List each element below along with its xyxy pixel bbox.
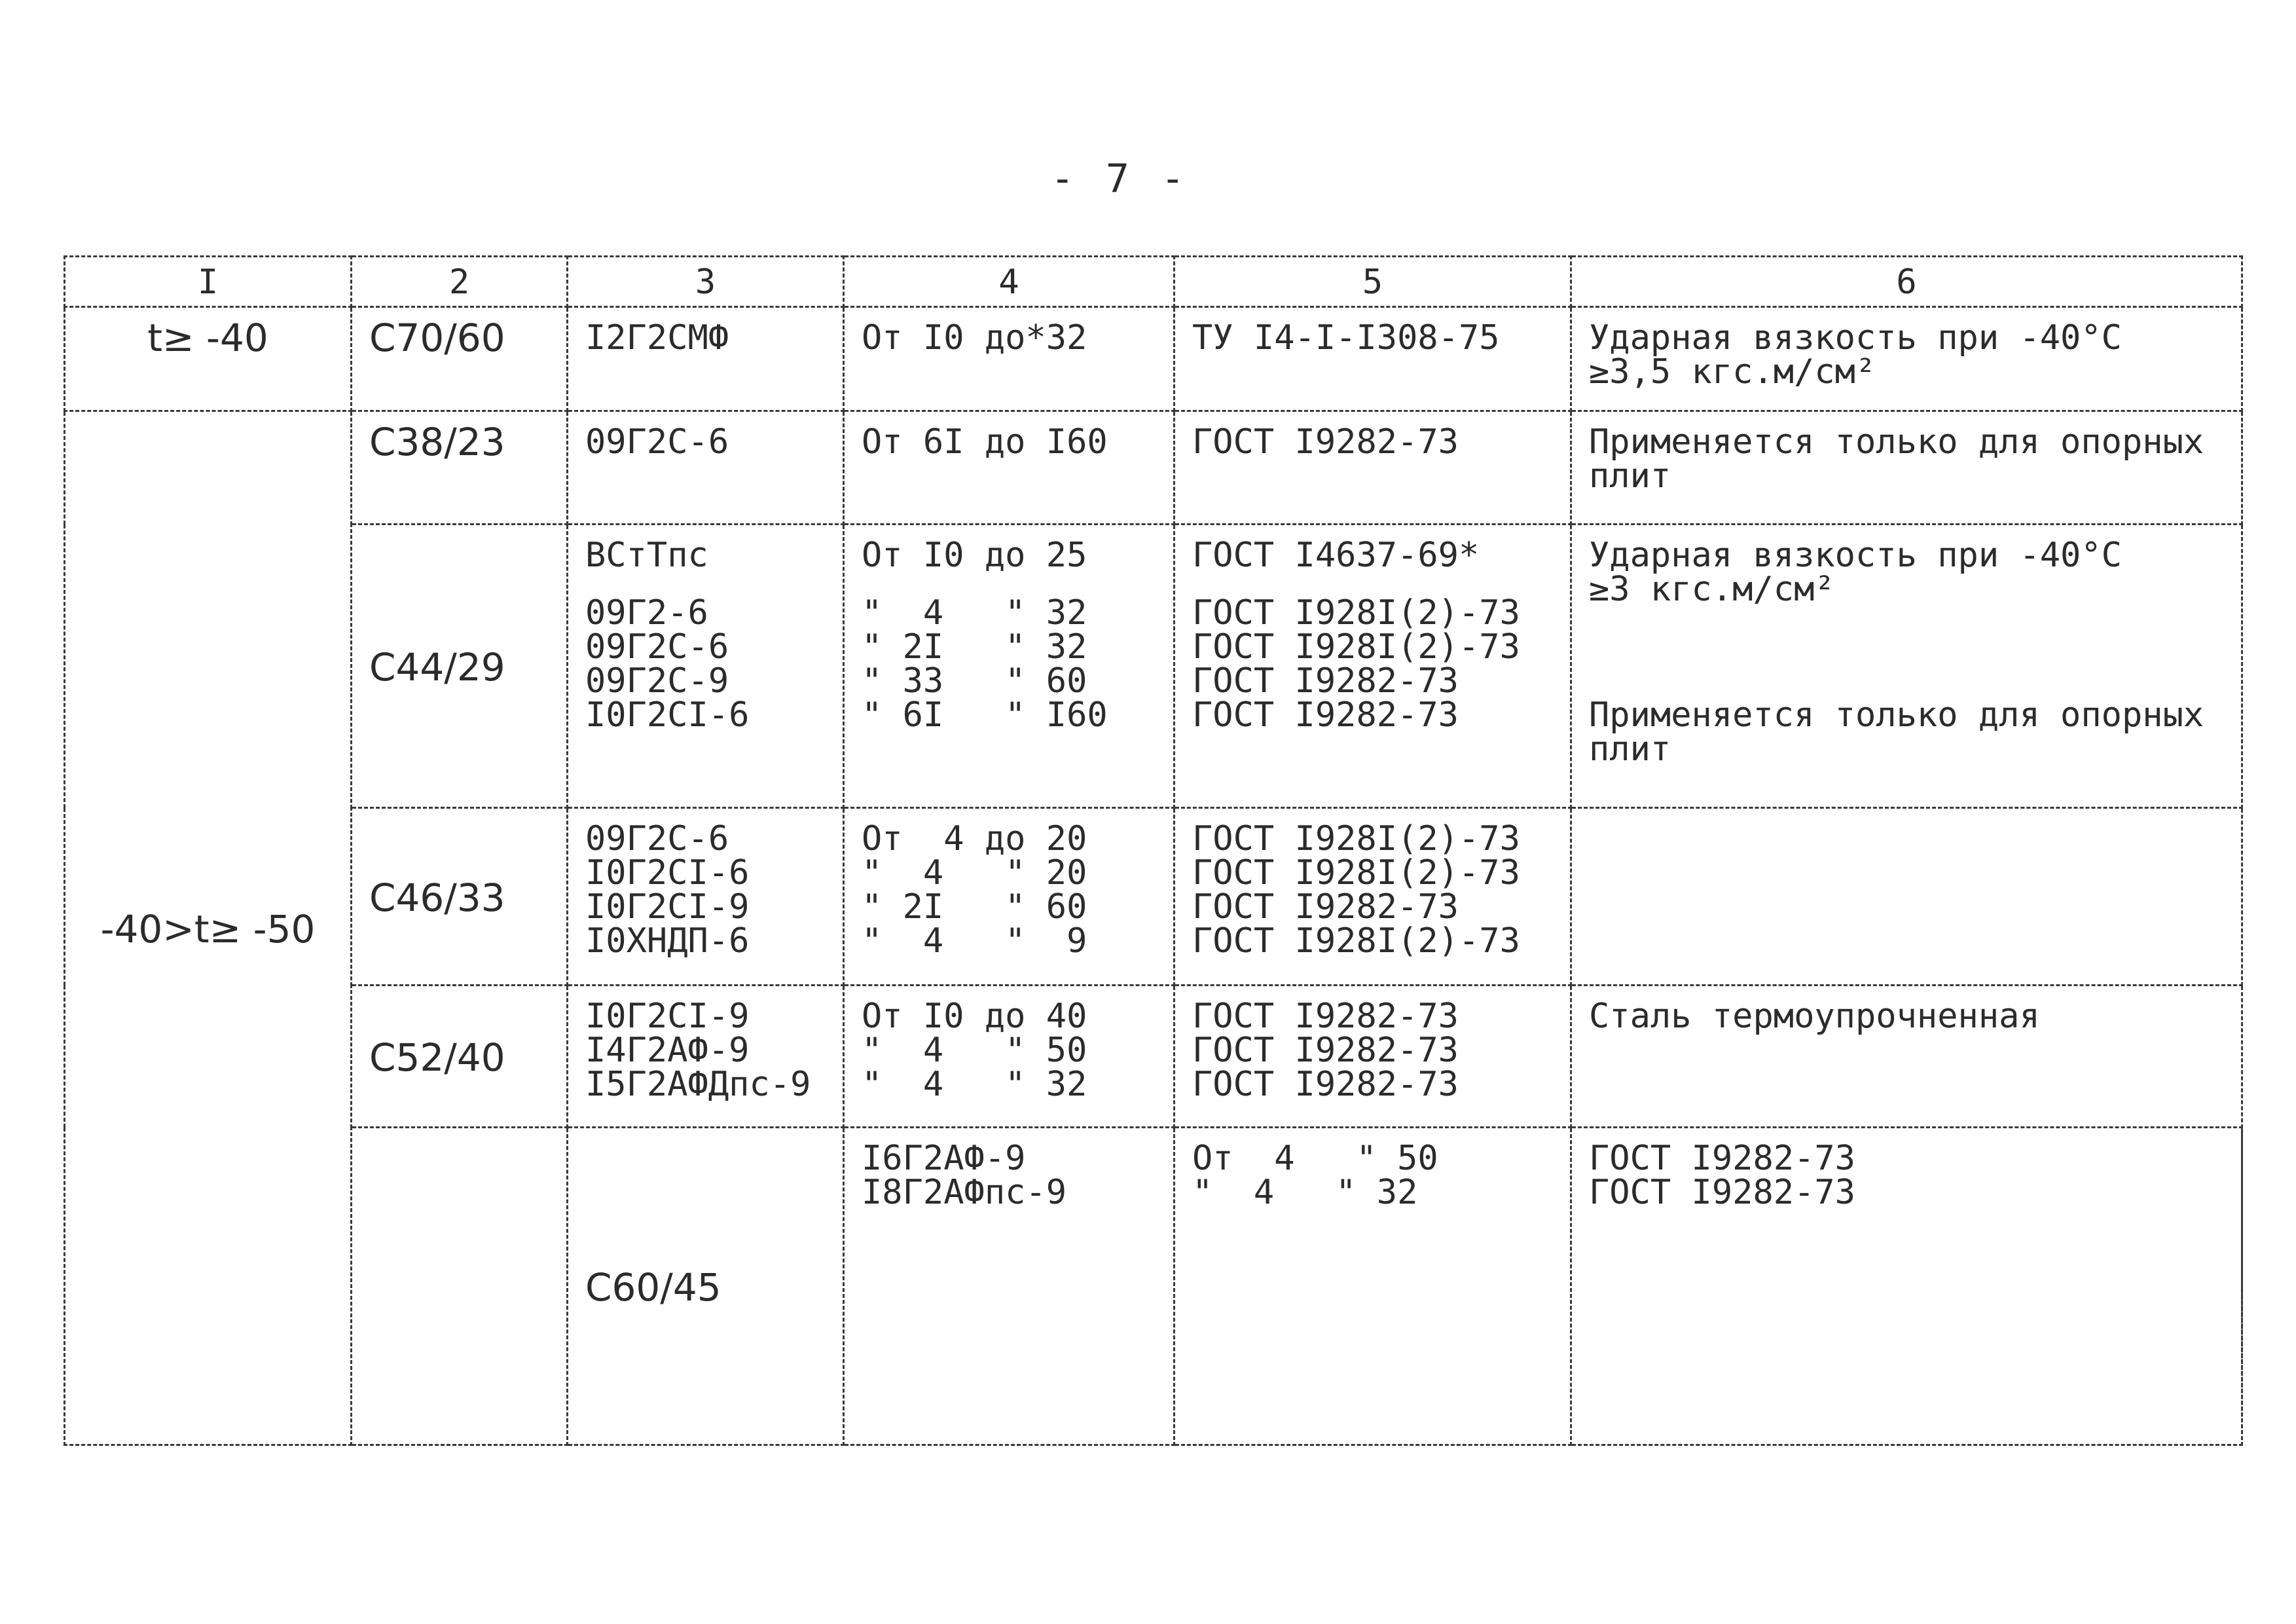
notes xyxy=(1571,411,2242,525)
strength-class: С52/40 xyxy=(352,986,568,1128)
standards xyxy=(1175,525,1571,808)
thickness: От I0 до*32 xyxy=(862,318,1087,358)
note: Ударная вязкость при -40°С ≥3,5 кгс.м/см² xyxy=(1589,318,2122,392)
standard: ТУ I4-I-I308-75 xyxy=(1192,318,1500,358)
thickness: " 2I " 60 xyxy=(862,887,1087,927)
page-number: - 7 - xyxy=(1050,156,1189,202)
steel-grade: I6Г2АФ-9 xyxy=(862,1139,1026,1178)
notes xyxy=(1571,986,2242,1128)
standard: ГОСТ I928I(2)-73 xyxy=(1192,627,1520,667)
thickness: " 4 " 32 xyxy=(862,593,1087,633)
steel-grade: I0Г2СI-9 xyxy=(585,887,750,927)
steel-grade: 09Г2С-6 xyxy=(585,819,729,858)
steel-grade: I0ХНДП-6 xyxy=(585,921,750,961)
standard: ГОСТ I9282-73 xyxy=(1192,422,1459,462)
header-col-3: 3 xyxy=(568,257,844,307)
strength-class: С44/29 xyxy=(352,525,568,808)
steel-grade: I4Г2АФ-9 xyxy=(585,1031,750,1070)
thickness: От 4 " 50 xyxy=(1192,1139,1438,1178)
table-row xyxy=(65,1128,2242,1445)
steel-grades xyxy=(844,1128,1175,1445)
thickness-range xyxy=(844,307,1175,411)
strength-class: С46/33 xyxy=(352,808,568,986)
header-col-5: 5 xyxy=(1175,257,1571,307)
thickness: " 4 " 32 xyxy=(1192,1173,1418,1212)
thickness: От I0 до 40 xyxy=(862,997,1087,1036)
steel-grade: I0Г2СI-9 xyxy=(585,997,750,1036)
steel-grade: I8Г2АФпс-9 xyxy=(862,1173,1067,1212)
steel-grade: I0Г2СI-6 xyxy=(585,695,750,735)
note: Ударная вязкость при -40°С ≥3 кгс.м/см² xyxy=(1589,536,2122,609)
standard: ГОСТ I9282-73 xyxy=(1589,1139,1855,1178)
steel-grades xyxy=(568,986,844,1128)
temperature-range: t≥ -40 xyxy=(65,307,352,411)
header-col-4: 4 xyxy=(844,257,1175,307)
notes xyxy=(1571,525,2242,808)
strength-class: C70/60 xyxy=(352,307,568,411)
steel-grade: I0Г2СI-6 xyxy=(585,853,750,893)
standard: ГОСТ I9282-73 xyxy=(1589,1173,1855,1212)
table-row xyxy=(65,525,2242,808)
standard: ГОСТ I928I(2)-73 xyxy=(1192,921,1520,961)
steel-grades xyxy=(568,411,844,525)
note: Применяется только для опорных плит xyxy=(1589,422,2204,496)
standard: ГОСТ I9282-73 xyxy=(1192,1031,1459,1070)
steel-grades xyxy=(568,307,844,411)
thickness: От 6I до I60 xyxy=(862,422,1108,462)
steel-grade: 09Г2С-9 xyxy=(585,661,729,701)
standard: ГОСТ I4637-69* xyxy=(1192,536,1480,575)
strength-class: С38/23 xyxy=(352,411,568,525)
steel-spec-table xyxy=(64,255,2243,1446)
thickness-range xyxy=(844,411,1175,525)
standard: ГОСТ I928I(2)-73 xyxy=(1192,853,1520,893)
thickness: " 33 " 60 xyxy=(862,661,1087,701)
temperature-range: -40>t≥ -50 xyxy=(65,411,352,1445)
steel-grade: I5Г2АФДпс-9 xyxy=(585,1065,811,1104)
steel-grade: 09Г2-6 xyxy=(585,593,708,633)
thickness: " 2I " 32 xyxy=(862,627,1087,667)
standard: ГОСТ I9282-73 xyxy=(1192,887,1459,927)
notes xyxy=(1571,808,2242,986)
standard: ГОСТ I928I(2)-73 xyxy=(1192,593,1520,633)
header-col-1: I xyxy=(65,257,352,307)
temperature-range xyxy=(352,1128,568,1445)
thickness: От 4 до 20 xyxy=(862,819,1087,858)
table-row xyxy=(65,808,2242,986)
standards xyxy=(1175,986,1571,1128)
thickness-range xyxy=(844,986,1175,1128)
standards xyxy=(1175,307,1571,411)
steel-grades xyxy=(568,808,844,986)
strength-class: С60/45 xyxy=(568,1128,844,1445)
thickness: " 4 " 20 xyxy=(862,853,1087,893)
steel-grades xyxy=(568,525,844,808)
steel-grade: ВСтТпс xyxy=(585,536,708,575)
thickness: " 4 " 32 xyxy=(862,1065,1087,1104)
standard: ГОСТ I9282-73 xyxy=(1192,661,1459,701)
table-row xyxy=(65,986,2242,1128)
standards xyxy=(1175,411,1571,525)
table-row xyxy=(65,411,2242,525)
standard: ГОСТ I928I(2)-73 xyxy=(1192,819,1520,858)
table-row xyxy=(65,307,2242,411)
note: Применяется только для опорных плит xyxy=(1589,695,2204,769)
thickness: " 4 " 9 xyxy=(862,921,1087,961)
thickness: " 4 " 50 xyxy=(862,1031,1087,1070)
steel-grade: I2Г2СМФ xyxy=(585,318,729,358)
thickness: " 6I " I60 xyxy=(862,695,1108,735)
standard: ГОСТ I9282-73 xyxy=(1192,997,1459,1036)
standards xyxy=(1175,808,1571,986)
standard: ГОСТ I9282-73 xyxy=(1192,1065,1459,1104)
header-col-2: 2 xyxy=(352,257,568,307)
thickness: От I0 до 25 xyxy=(862,536,1087,575)
header-row xyxy=(65,257,2242,307)
thickness-range xyxy=(1175,1128,1571,1445)
thickness-range xyxy=(844,808,1175,986)
thickness-range xyxy=(844,525,1175,808)
standards xyxy=(1571,1128,2242,1445)
standard: ГОСТ I9282-73 xyxy=(1192,695,1459,735)
steel-grade: 09Г2С-6 xyxy=(585,627,729,667)
notes xyxy=(1571,307,2242,411)
note: Сталь термоупрочненная xyxy=(1589,997,2040,1036)
header-col-6: 6 xyxy=(1571,257,2242,307)
steel-grade: 09Г2С-6 xyxy=(585,422,729,462)
